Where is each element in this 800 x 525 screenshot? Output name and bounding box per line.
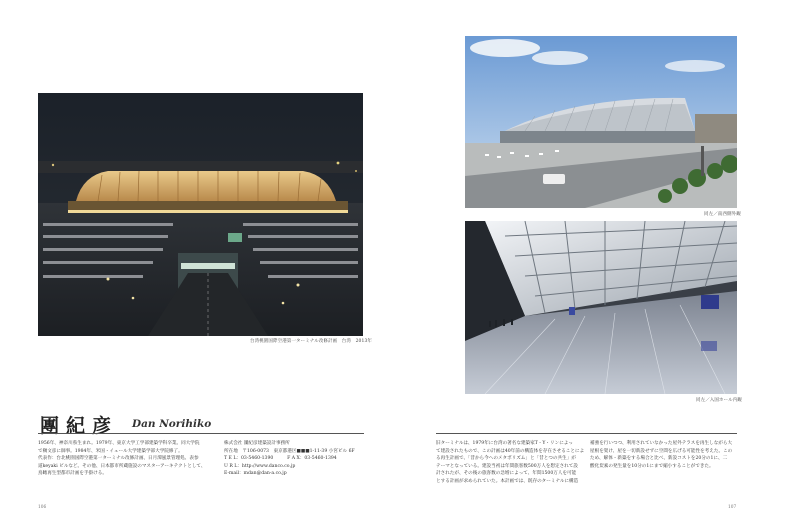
- architect-name-jp: 團紀彦: [40, 415, 119, 437]
- description-col-1: [436, 440, 588, 486]
- biography: [38, 440, 222, 478]
- description-line: る再生計画で、「昔から今へのメタボリズム」と「昔とつの共生」が: [436, 456, 576, 462]
- terminal-night-photo: [38, 93, 363, 336]
- company-url[interactable]: U R L：http://www.danco.co.jp: [224, 463, 296, 469]
- company-address: 所在地 〒106-0073 東京都港区■■■1-11-39 小宮ビル 6F: [224, 448, 355, 454]
- page-number-left: 106: [38, 505, 47, 510]
- bio-line: 鳥瞰再生型都市計画を手掛ける。: [38, 471, 107, 477]
- description-line: 計されたが、その後の旅客数の急増によって、年間1500万人を可能: [436, 471, 577, 477]
- description-line: 屋根を架け、屋を一切新設せずに空間を広げる可能性を考えた。この: [590, 448, 733, 454]
- terminal-day-photo: [465, 36, 737, 208]
- arrival-hall-photo: [465, 221, 737, 394]
- right-divider: [436, 433, 737, 434]
- description-line: 補強を行いつつ、利用されていなかった屋外テラスを再生しながら大: [590, 441, 733, 446]
- description-line: て建設されたもので、この計画は40年前の構造体を存在させることによ: [436, 448, 585, 454]
- description-line: テーマとなっている。建設当初は年間旅客数500万人を想定されて設: [436, 463, 578, 469]
- night-photo-caption: 台湾桃園国際空港第一ターミナル改修計画 台湾 2013年: [250, 339, 373, 344]
- page-number-right: 107: [728, 505, 737, 510]
- day-photo-caption: 同左／南西側外観: [704, 212, 741, 217]
- bio-line: 道keyaki ビルなど。その他、日本都市所蔵施設のマスターアーキテクトとして、: [38, 463, 206, 469]
- description-line: 旧ターミナルは、1979年に台湾の著名な建築家T・Y・リンによっ: [436, 441, 573, 446]
- bio-line: 代表作：台北桃園国際空港第一ターミナル改修計画、日月潭風景管理処、表参: [38, 456, 199, 462]
- hall-photo-caption: 同左／入国ホール内観: [696, 398, 742, 403]
- bio-line: で槇文彦に師事。1984年、米国・イェール大学建築学部大学院修了。: [38, 448, 183, 454]
- company-name: 株式会社 團紀彦建築設計事務所: [224, 441, 290, 446]
- architect-name-en: Dan Norihiko: [132, 418, 212, 430]
- company-email[interactable]: E-mail：mdan@dan-a.co.jp: [224, 471, 287, 477]
- description-col-2: [590, 440, 738, 470]
- company-tel-fax: T E L：03-5460-1390 F A X：03-5460-1394: [224, 456, 337, 462]
- bio-line: 1956年、神奈川県生まれ。1979年、東京大学工学部建築学科卒業。同大学院: [38, 441, 200, 446]
- left-divider: [38, 433, 364, 434]
- description-line: 酸化炭素の発生量を10分の1にまで縮小することができた。: [590, 463, 714, 469]
- description-line: とする計画が求められていた。本計画では、既存のターミナルに構造: [436, 478, 579, 484]
- contact-block: [224, 440, 364, 478]
- description-line: ため、解体・新築をする場合と比べ、新設コストを20分の1に、二: [590, 456, 728, 462]
